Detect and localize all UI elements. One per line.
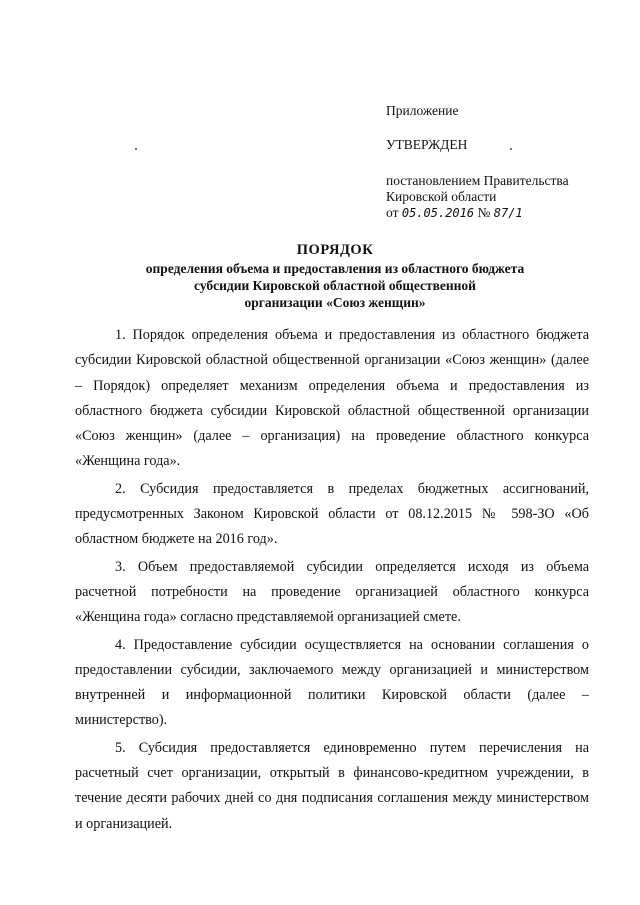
approval-reference [386, 173, 626, 221]
document-subtitle-line-1: определения объема и предоставления из областного бюджета [145, 261, 525, 276]
annex-label: Приложение [386, 103, 459, 118]
approval-stamp-block [386, 103, 626, 221]
paragraph-5: 5. Субсидия предоставляется единовременно путем перечисления на расчетный счет организации, открытый в финансово-кредитном учреждении, в течение десяти рабочих дней со дня подписания соглашения между министерством и организацией. [75, 739, 589, 832]
paragraph-4: 4. Предоставление субсидии осуществляется на основании соглашения о предоставлении субсидии, заключаемого между организацией и министерством внутренней и информационной политики Кировской области (далее – министерство). [75, 636, 589, 729]
paragraph-2: 2. Субсидия предоставляется в пределах бюджетных ассигнований, предусмотренных Законом Кировской области от 08.12.2015 № 598-ЗО «Об областном бюджете на 2016 год». [75, 480, 589, 548]
approved-label: УТВЕРЖДЕН [386, 137, 468, 152]
document-title-block [60, 242, 610, 311]
document-title: ПОРЯДОК [296, 242, 374, 258]
document-subtitle-line-2: субсидии Кировской областной общественной [194, 278, 476, 293]
handwritten-number: 87/1 [493, 206, 523, 220]
handwritten-date: 05.05.2016 [401, 206, 475, 220]
document-subtitle-line-3: организации «Союз женщин» [244, 295, 426, 310]
paragraph-3: 3. Объем предоставляемой субсидии определяется исходя из объема расчетной потребности на проведение организацией областного конкурса «Женщина года» согласно представляемой организацией смете. [75, 558, 589, 626]
approval-by-line-2: Кировской области [386, 189, 497, 204]
scan-speck [135, 148, 137, 150]
approval-by-line-3 [386, 205, 626, 221]
paragraph-1: 1. Порядок определения объема и предоставления из областного бюджета субсидии Кировской областной общественной организации «Союз женщин» (далее – Порядок) определяет механизм определения объема и предоставления из областного бюджета субсидии Кировской областной общественной организации «Союз женщин» (далее – организация) на проведение областного конкурса «Женщина года». [75, 327, 589, 470]
approval-by-line-1: постановлением Правительства [386, 173, 569, 188]
date-prefix: от [386, 205, 399, 220]
document-body [75, 323, 589, 839]
number-label: № [477, 205, 491, 220]
